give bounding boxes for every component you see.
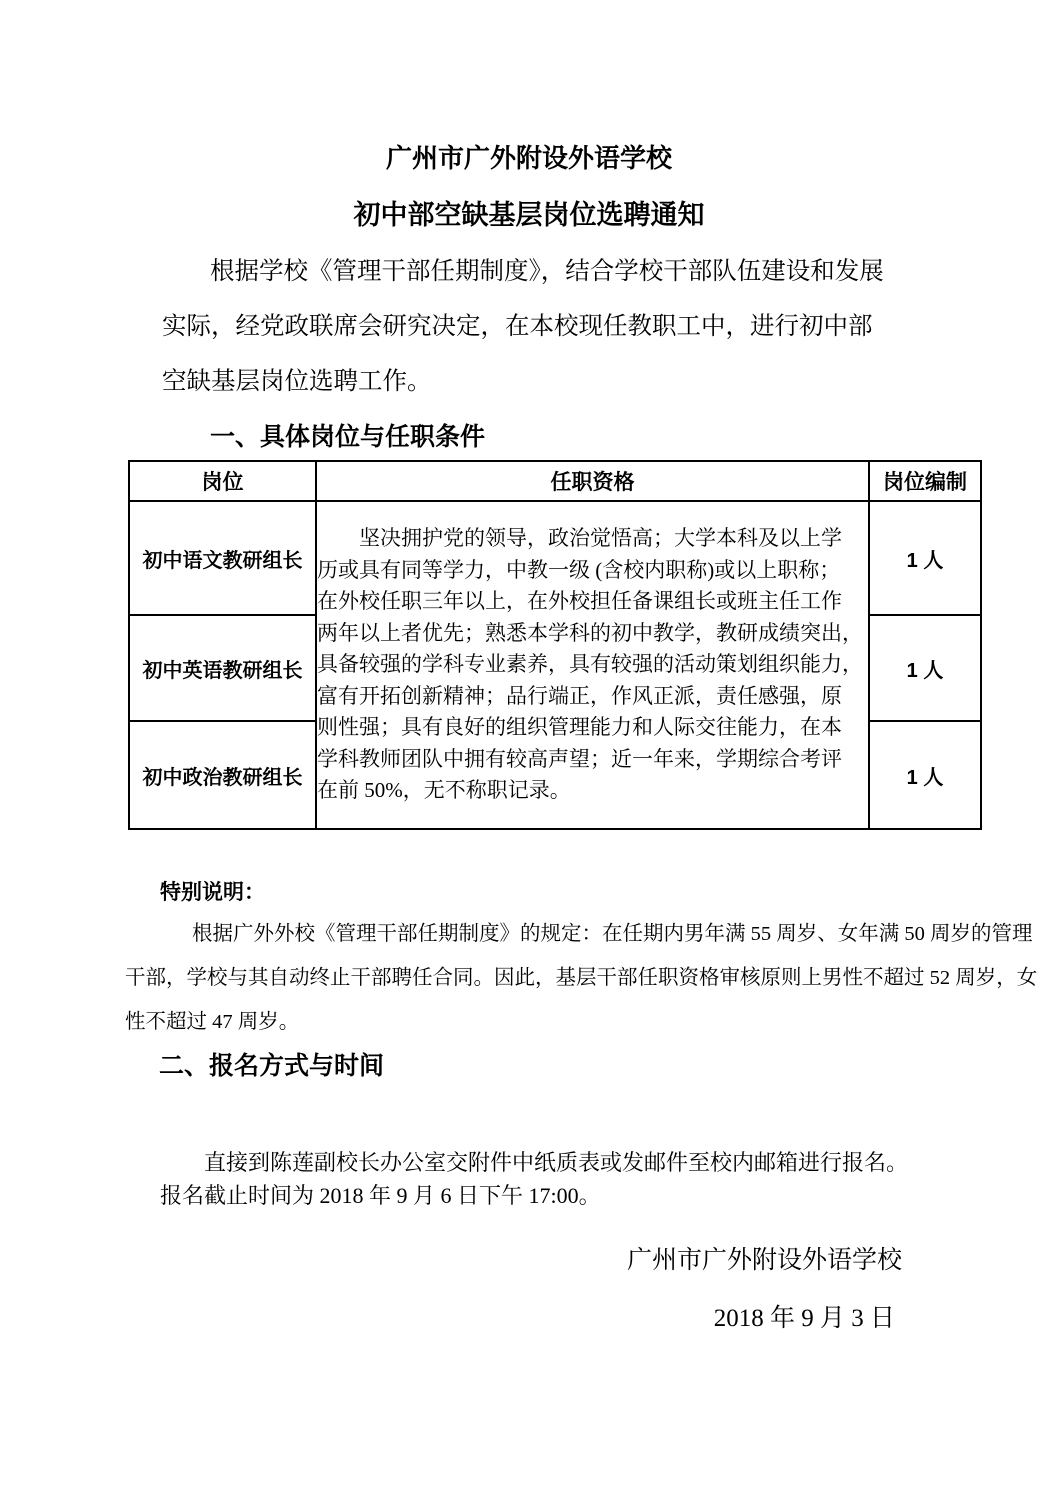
qualification-line: 两年以上者优先；熟悉本学科的初中教学，教研成绩突出， bbox=[317, 620, 863, 645]
registration-line: 直接到陈莲副校长办公室交附件中纸质表或发邮件至校内邮箱进行报名。 bbox=[204, 1150, 909, 1175]
intro-paragraph bbox=[162, 244, 942, 409]
intro-line: 实际，经党政联席会研究决定，在本校现任教职工中，进行初中部 bbox=[162, 313, 873, 340]
positions-table bbox=[128, 460, 982, 830]
intro-line: 根据学校《管理干部任期制度》，结合学校干部队伍建设和发展 bbox=[210, 258, 884, 285]
qualification-line: 坚决拥护党的领导，政治觉悟高；大学本科及以上学 bbox=[359, 526, 842, 551]
special-note-paragraph bbox=[125, 912, 1038, 1044]
registration-line: 报名截止时间为 2018 年 9 月 6 日下午 17:00。 bbox=[160, 1183, 601, 1208]
column-header-qualification: 任职资格 bbox=[316, 461, 869, 501]
position-cell: 初中英语教研组长 bbox=[129, 615, 316, 721]
document-title-line1: 广州市广外附设外语学校 bbox=[385, 144, 672, 173]
column-header-position: 岗位 bbox=[129, 461, 316, 501]
document-title-line2: 初中部空缺基层岗位选聘通知 bbox=[353, 200, 705, 230]
qualification-line: 具备较强的学科专业素养，具有较强的活动策划组织能力， bbox=[317, 652, 863, 677]
quota-cell: 1 人 bbox=[869, 501, 981, 615]
column-header-quota: 岗位编制 bbox=[869, 461, 981, 501]
position-cell: 初中语文教研组长 bbox=[129, 501, 316, 615]
section1-heading: 一、具体岗位与任职条件 bbox=[210, 424, 486, 451]
signature-organization: 广州市广外附设外语学校 bbox=[626, 1247, 902, 1274]
qualification-line: 学科教师团队中拥有较高声望；近一年来，学期综合考评 bbox=[317, 746, 842, 771]
table-row bbox=[129, 501, 981, 615]
registration-paragraph bbox=[160, 1146, 920, 1212]
special-note-line: 干部，学校与其自动终止干部聘任合同。因此，基层干部任职资格审核原则上男性不超过 52 周岁，女 bbox=[125, 967, 1038, 989]
qualification-line: 则性强；具有良好的组织管理能力和人际交往能力，在本 bbox=[317, 715, 842, 740]
qualification-line: 在前 50%，无不称职记录。 bbox=[317, 778, 571, 803]
section2-heading: 二、报名方式与时间 bbox=[159, 1053, 385, 1080]
special-note-heading: 特别说明： bbox=[160, 880, 265, 904]
intro-line: 空缺基层岗位选聘工作。 bbox=[162, 368, 432, 395]
position-cell: 初中政治教研组长 bbox=[129, 721, 316, 829]
qualification-cell bbox=[316, 501, 869, 829]
qualification-line: 在外校任职三年以上，在外校担任备课组长或班主任工作 bbox=[317, 589, 842, 614]
table-header-row bbox=[129, 461, 981, 501]
quota-cell: 1 人 bbox=[869, 615, 981, 721]
special-note-line: 性不超过 47 周岁。 bbox=[125, 1011, 300, 1033]
qualification-line: 富有开拓创新精神；品行端正，作风正派，责任感强，原 bbox=[317, 683, 842, 708]
special-note-line: 根据广外外校《管理干部任期制度》的规定：在任期内男年满 55 周岁、女年满 50 周岁的管理 bbox=[192, 923, 1033, 945]
quota-cell: 1 人 bbox=[869, 721, 981, 829]
signature-date: 2018 年 9 月 3 日 bbox=[713, 1305, 895, 1332]
qualification-line: 历或具有同等学力，中教一级 (含校内职称)或以上职称； bbox=[317, 557, 841, 582]
